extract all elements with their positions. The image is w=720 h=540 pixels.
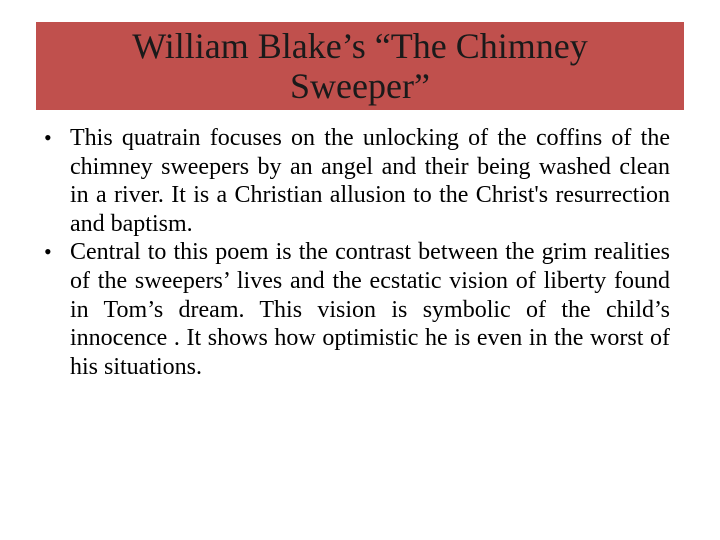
- bullet-list: [36, 124, 670, 381]
- slide-title: William Blake’s “The Chimney Sweeper”: [132, 26, 588, 106]
- title-bar: [36, 22, 684, 110]
- bullet-item: [36, 124, 670, 238]
- bullet-dot-icon: •: [44, 239, 52, 265]
- bullet-text: This quatrain focuses on the unlocking of the coffins of the chimney sweepers by an angel and their being washed clean in a river. It is a Christian allusion to the Christ's resurrection and baptism.: [70, 125, 670, 237]
- bullet-item: [36, 238, 670, 381]
- bullet-dot-icon: •: [44, 125, 52, 150]
- bullet-text: Central to this poem is the contrast between the grim realities of the sweepers’ lives and the ecstatic vision of liberty found in Tom’s dream. This vision is symbolic of the child’s innocence . It shows how optimistic he is even in the worst of his situations.: [70, 239, 670, 380]
